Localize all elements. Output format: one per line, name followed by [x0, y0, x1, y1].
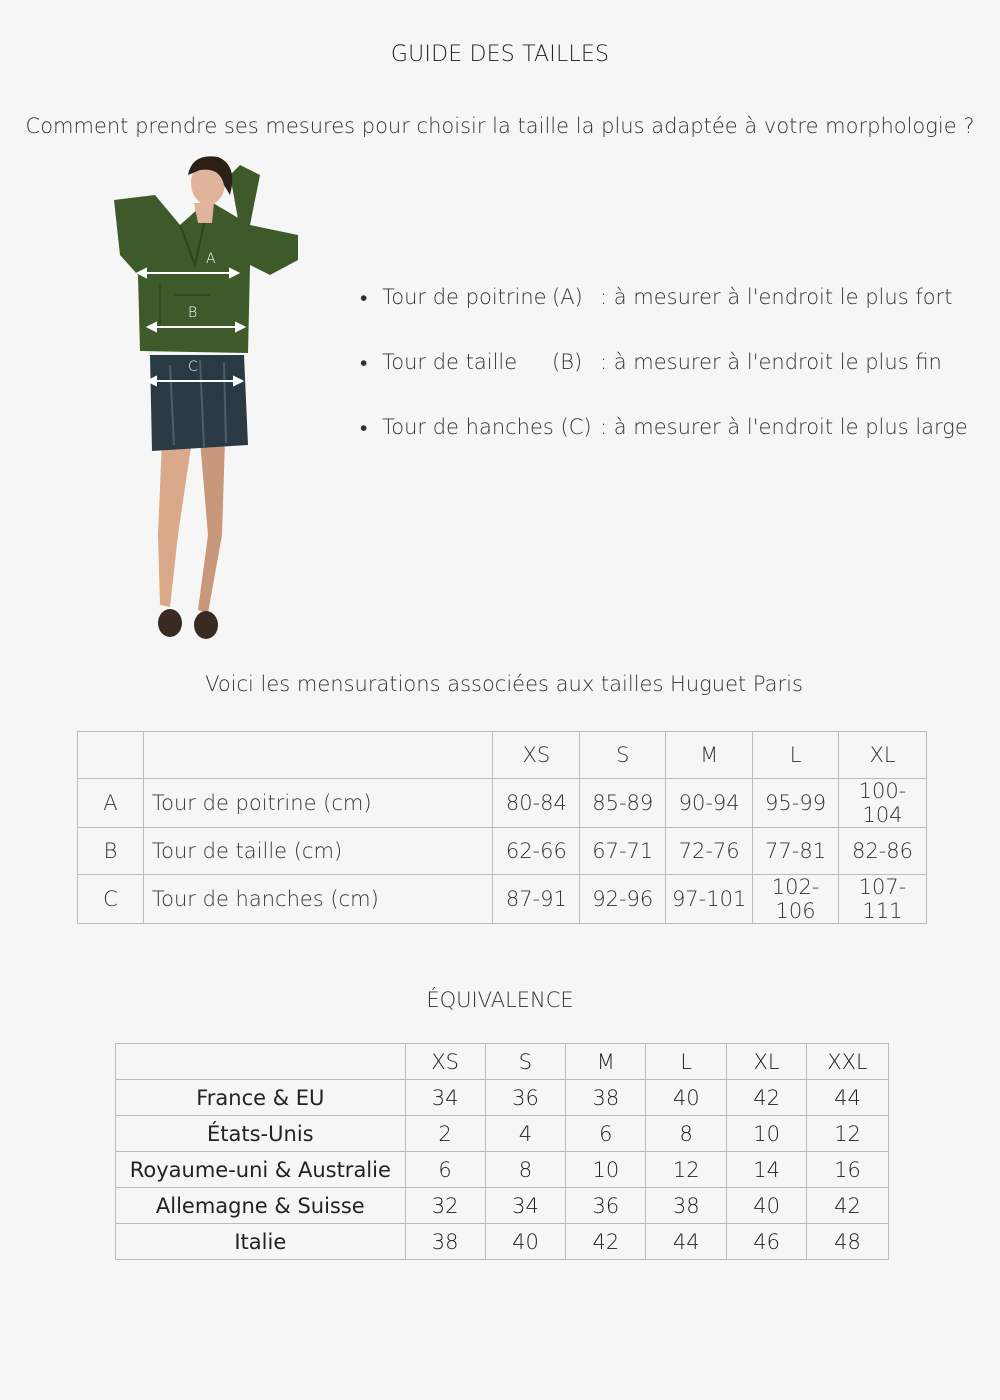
table-cell: 87-91 [493, 875, 580, 924]
table-row [78, 875, 927, 924]
row-label: Tour de poitrine (cm) [143, 779, 493, 828]
table-row [116, 1080, 889, 1116]
country-label: Royaume-uni & Australie [116, 1152, 406, 1188]
table-cell: 6 [405, 1152, 485, 1188]
row-code: A [78, 779, 144, 828]
size-header: L [753, 732, 839, 779]
table-cell: 102-106 [753, 875, 839, 924]
instruction-desc: : à mesurer à l'endroit le plus fin [600, 350, 942, 374]
measurements-table [77, 731, 927, 924]
instruction-label: Tour de hanches (C) [382, 415, 592, 439]
table-cell: 77-81 [753, 828, 839, 875]
figure-shoe-left [158, 609, 182, 637]
figure-legs [158, 440, 192, 607]
table-cell: 36 [566, 1188, 646, 1224]
row-code: B [78, 828, 144, 875]
measurements-intro: Voici les mensurations associées aux tailles Huguet Paris [205, 672, 803, 696]
table-cell: 90-94 [666, 779, 753, 828]
table-row [116, 1224, 889, 1260]
table-header-row [78, 732, 927, 779]
table-cell: 42 [566, 1224, 646, 1260]
size-header: XL [839, 732, 927, 779]
instruction-desc: : à mesurer à l'endroit le plus large [600, 415, 968, 439]
table-cell: 40 [646, 1080, 727, 1116]
table-cell: 16 [807, 1152, 889, 1188]
table-cell: 40 [485, 1224, 566, 1260]
instruction-code: (B) [552, 350, 583, 374]
equivalence-table [115, 1043, 889, 1260]
size-header: M [666, 732, 753, 779]
table-cell: 42 [807, 1188, 889, 1224]
table-cell: 80-84 [493, 779, 580, 828]
table-cell: 6 [566, 1116, 646, 1152]
page-subtitle: Comment prendre ses mesures pour choisir la taille la plus adaptée à votre morphologie ? [25, 114, 975, 138]
figure-skirt [150, 355, 248, 451]
table-cell: 107-111 [839, 875, 927, 924]
country-label: États-Unis [116, 1116, 406, 1152]
row-label: Tour de taille (cm) [143, 828, 493, 875]
table-cell: 10 [566, 1152, 646, 1188]
table-cell: 12 [646, 1152, 727, 1188]
size-header: XS [405, 1044, 485, 1080]
table-cell: 2 [405, 1116, 485, 1152]
equivalence-title: ÉQUIVALENCE [426, 988, 574, 1012]
size-header: XL [727, 1044, 807, 1080]
table-cell: 82-86 [839, 828, 927, 875]
table-cell: 42 [727, 1080, 807, 1116]
table-row [116, 1116, 889, 1152]
table-header-cell [143, 732, 493, 779]
table-cell: 14 [727, 1152, 807, 1188]
country-label: Allemagne & Suisse [116, 1188, 406, 1224]
table-header-cell [116, 1044, 406, 1080]
marker-a: A [206, 251, 216, 267]
table-cell: 12 [807, 1116, 889, 1152]
size-header: XS [493, 732, 580, 779]
row-label: Tour de hanches (cm) [143, 875, 493, 924]
size-header: S [580, 732, 666, 779]
table-row [78, 779, 927, 828]
model-figure [100, 155, 310, 645]
bullet-icon: • [360, 286, 368, 310]
table-cell: 38 [566, 1080, 646, 1116]
country-label: Italie [116, 1224, 406, 1260]
figure-shoe-right [194, 611, 218, 639]
instruction-label: Tour de taille [382, 350, 518, 374]
table-row [78, 828, 927, 875]
table-cell: 46 [727, 1224, 807, 1260]
table-header-row [116, 1044, 889, 1080]
instruction-label: Tour de poitrine [382, 285, 547, 309]
instruction-desc: : à mesurer à l'endroit le plus fort [600, 285, 953, 309]
table-cell: 72-76 [666, 828, 753, 875]
table-header-cell [78, 732, 144, 779]
table-cell: 8 [485, 1152, 566, 1188]
table-cell: 32 [405, 1188, 485, 1224]
table-cell: 38 [646, 1188, 727, 1224]
size-header: XXL [807, 1044, 889, 1080]
table-cell: 95-99 [753, 779, 839, 828]
instruction-code: (A) [552, 285, 583, 309]
table-cell: 85-89 [580, 779, 666, 828]
table-cell: 36 [485, 1080, 566, 1116]
table-cell: 92-96 [580, 875, 666, 924]
table-cell: 100-104 [839, 779, 927, 828]
table-cell: 40 [727, 1188, 807, 1224]
table-row [116, 1152, 889, 1188]
size-header: M [566, 1044, 646, 1080]
table-cell: 34 [405, 1080, 485, 1116]
size-header: L [646, 1044, 727, 1080]
marker-b: B [188, 305, 198, 321]
marker-c: C [188, 359, 198, 375]
table-cell: 38 [405, 1224, 485, 1260]
country-label: France & EU [116, 1080, 406, 1116]
table-cell: 48 [807, 1224, 889, 1260]
table-cell: 67-71 [580, 828, 666, 875]
bullet-icon: • [360, 351, 368, 375]
table-cell: 44 [807, 1080, 889, 1116]
table-cell: 62-66 [493, 828, 580, 875]
page-title: GUIDE DES TAILLES [390, 42, 610, 67]
table-cell: 44 [646, 1224, 727, 1260]
row-code: C [78, 875, 144, 924]
table-cell: 97-101 [666, 875, 753, 924]
bullet-icon: • [360, 416, 368, 440]
table-cell: 34 [485, 1188, 566, 1224]
table-cell: 4 [485, 1116, 566, 1152]
table-cell: 8 [646, 1116, 727, 1152]
table-row [116, 1188, 889, 1224]
size-header: S [485, 1044, 566, 1080]
table-cell: 10 [727, 1116, 807, 1152]
